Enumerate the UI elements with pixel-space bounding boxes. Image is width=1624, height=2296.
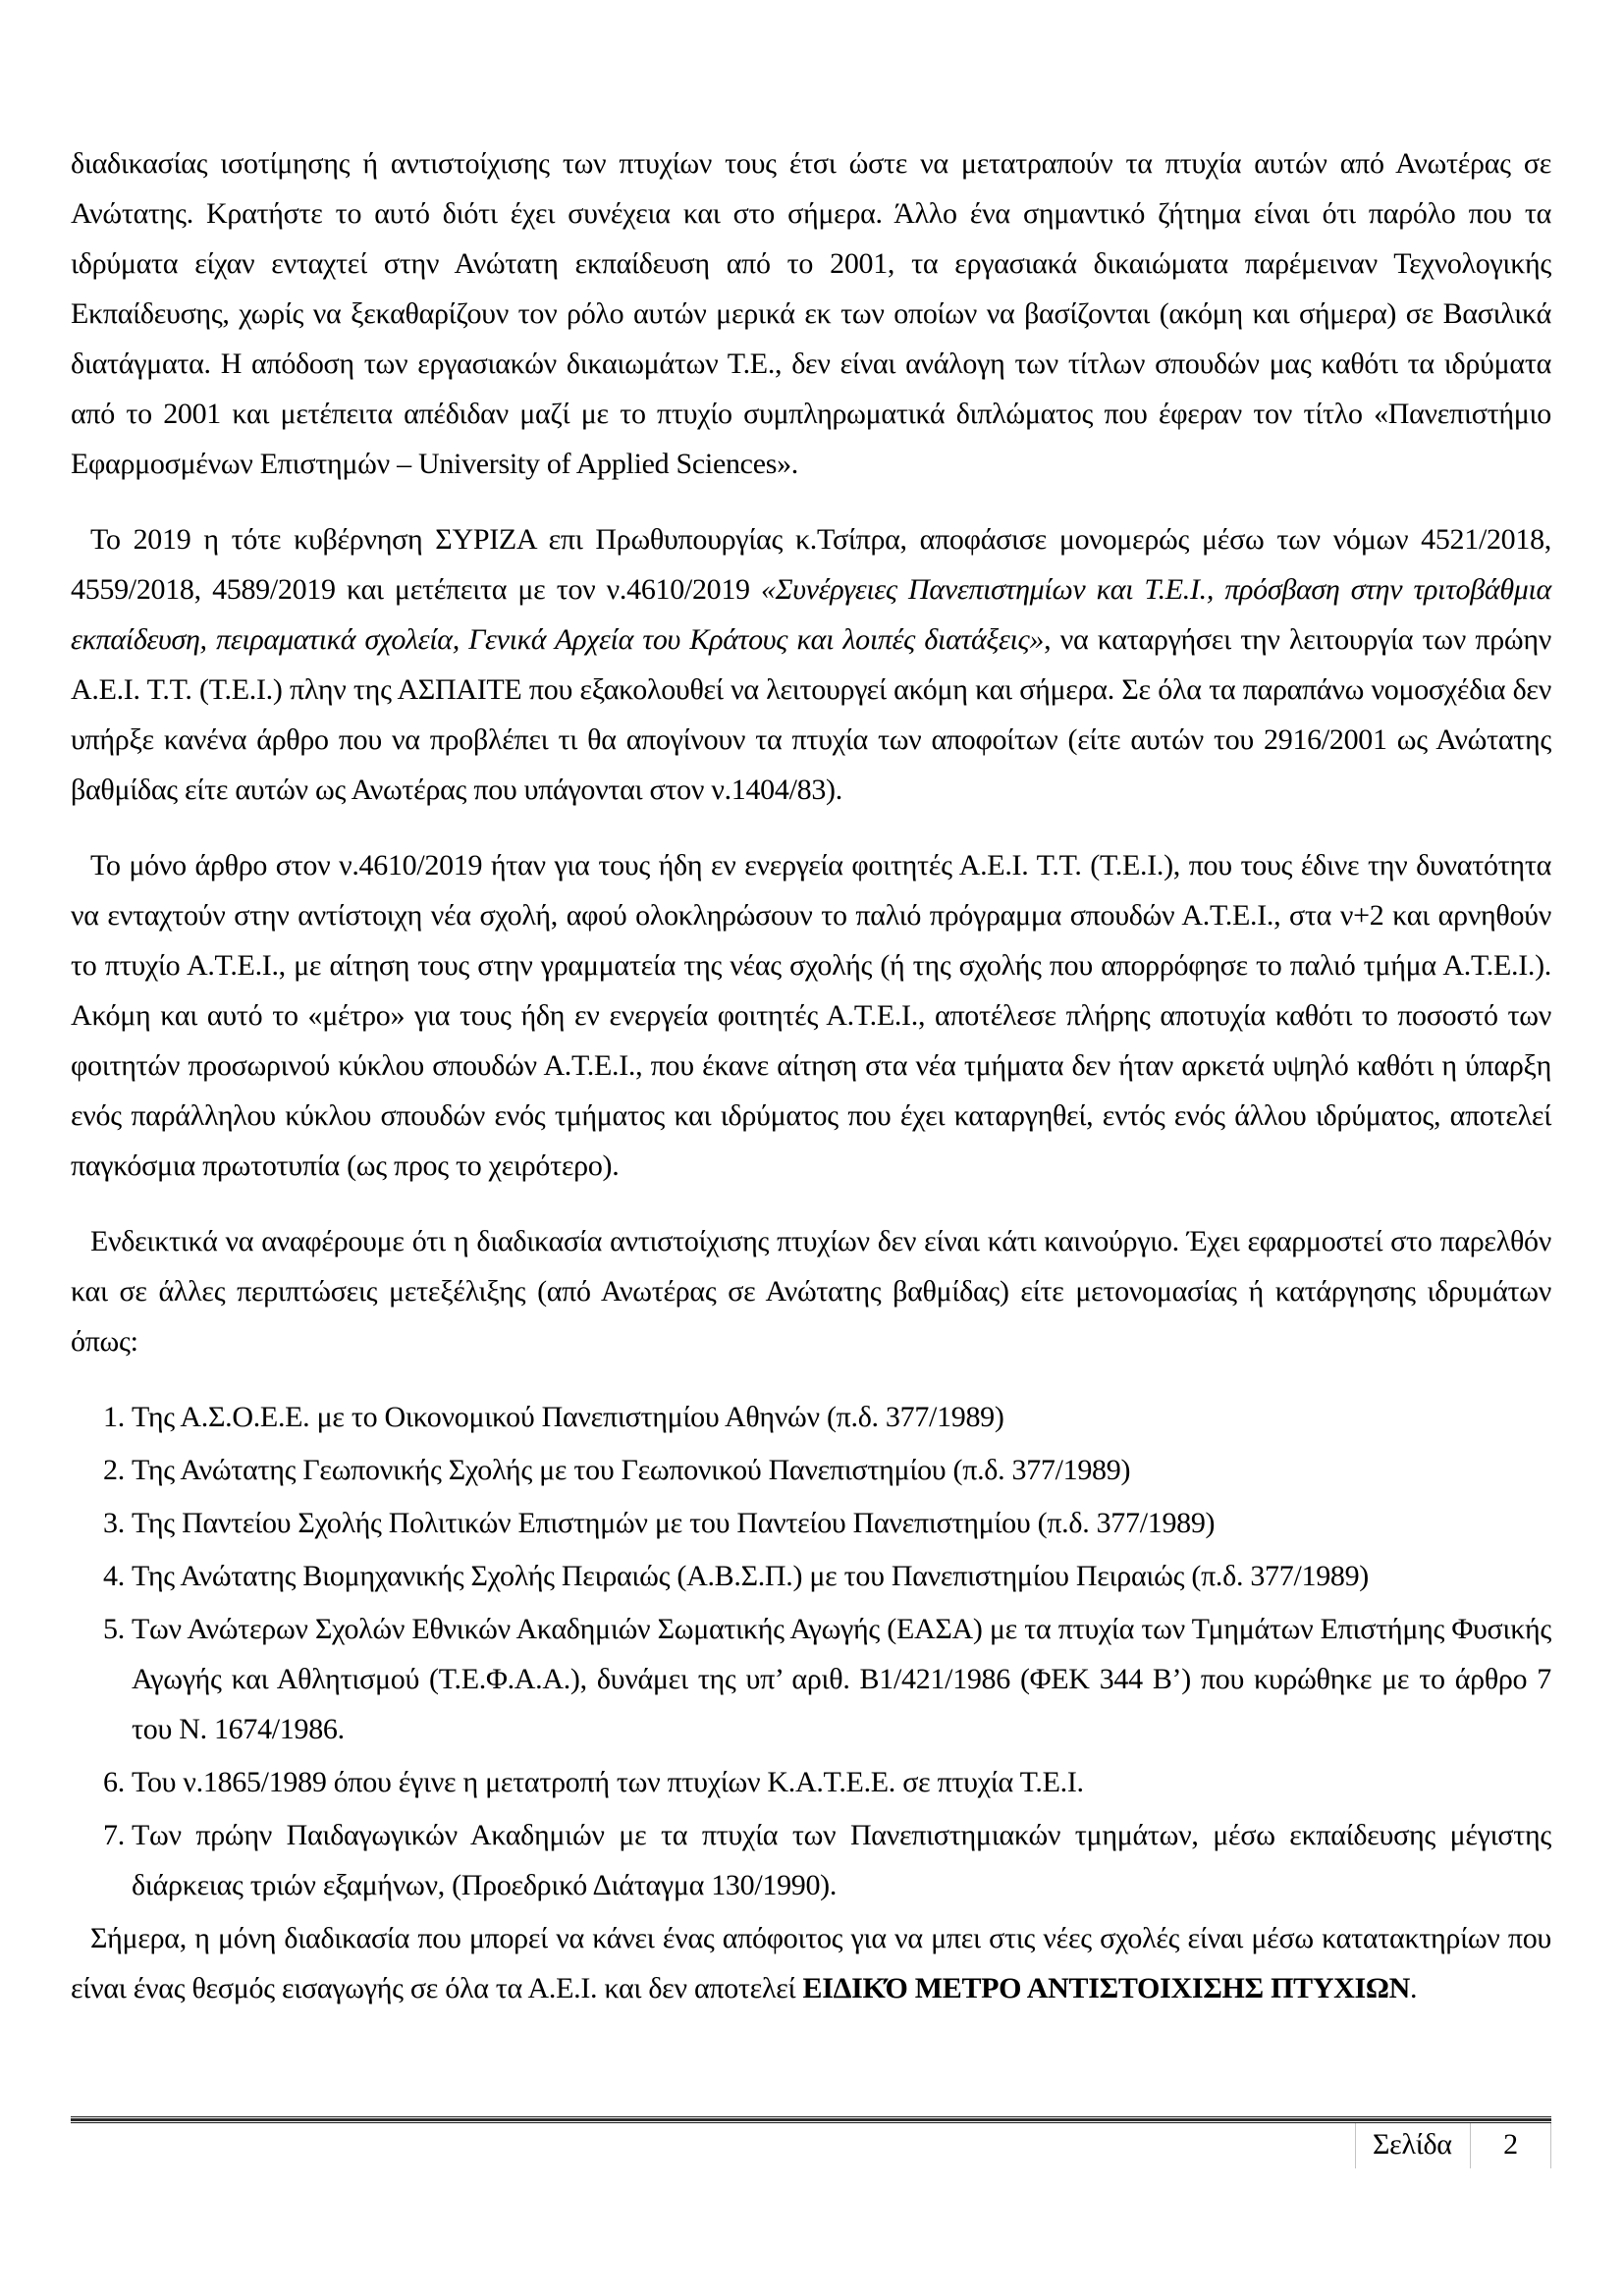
- list-item-number: 5.: [103, 1613, 125, 1645]
- list-item-7: [103, 1810, 1551, 1910]
- footer-page-number: 2: [1471, 2123, 1551, 2168]
- list-item-number: 3.: [103, 1507, 125, 1539]
- body-paragraph-5: [71, 1913, 1551, 2013]
- numbered-list: [71, 1392, 1551, 1910]
- list-item-number: 6.: [103, 1766, 125, 1798]
- list-item-text: Των πρώην Παιδαγωγικών Ακαδημιών με τα πτυχία των Πανεπιστημιακών τμημάτων, μέσω εκπαίδευσης μέγιστης διάρκειας τριών εξαμήνων, (Προεδρικό Διάταγμα 130/1990).: [132, 1819, 1551, 1901]
- list-item-number: 1.: [103, 1401, 125, 1433]
- list-item-text: Της Ανώτατης Βιομηχανικής Σχολής Πειραιώς (Α.Β.Σ.Π.) με του Πανεπιστημίου Πειραιώς (π.δ. 377/1989): [132, 1560, 1369, 1592]
- footer-page-label: Σελίδα: [1355, 2123, 1471, 2168]
- paragraph-2-text: Το 2019 η τότε κυβέρνηση ΣΥΡΙΖΑ επι Πρωθυπουργίας κ.Τσίπρα, αποφάσισε μονομερώς μέσω των νόμων 4521/2018, 4559/2018, 4589/2019 και μετέπειτα με τον ν.4610/2019: [71, 523, 1551, 606]
- paragraph-5-period: .: [1410, 1972, 1418, 2004]
- footer-row: [71, 2123, 1551, 2168]
- body-paragraph-2: [71, 514, 1551, 815]
- list-item-text: Των Ανώτερων Σχολών Εθνικών Ακαδημιών Σωματικής Αγωγής (ΕΑΣΑ) με τα πτυχία των Τμημάτων Επιστήμης Φυσικής Αγωγής και Αθλητισμού (Τ.Ε.Φ.Α.Α.), δυνάμει της υπ’ αριθ. Β1/421/1986 (ΦΕΚ 344 Β’) που κυρώθηκε με το άρθρο 7 του Ν. 1674/1986.: [132, 1613, 1551, 1745]
- list-item-4: [103, 1551, 1551, 1601]
- paragraph-2-text-continued: , να καταργήσει την λειτουργία των πρώην Α.Ε.Ι. Τ.Τ. (Τ.Ε.Ι.) πλην της ΑΣΠΑΙΤΕ που εξακολουθεί να λειτουργεί ακόμη και σήμερα. Σε όλα τα παραπάνω νομοσχέδια δεν υπήρξε κανένα άρθρο που να προβλέπει τι θα απογίνουν τα πτυχία των αποφοίτων (είτε αυτών του 2916/2001 ως Ανώτατης βαθμίδας είτε αυτών ως Ανωτέρας που υπάγονται στον ν.1404/83).: [71, 623, 1551, 806]
- paragraph-5-text: Σήμερα, η μόνη διαδικασία που μπορεί να κάνει ένας απόφοιτος για να μπει στις νέες σχολές είναι μέσω κατατακτηρίων που είναι ένας θεσμός εισαγωγής σε όλα τα Α.Ε.Ι. και δεν αποτελεί: [71, 1922, 1551, 2004]
- list-item-text: Της Α.Σ.Ο.Ε.Ε. με το Οικονομικού Πανεπιστημίου Αθηνών (π.δ. 377/1989): [132, 1401, 1004, 1433]
- body-paragraph-4: Ενδεικτικά να αναφέρουμε ότι η διαδικασία αντιστοίχισης πτυχίων δεν είναι κάτι καινούργιο. Έχει εφαρμοστεί στο παρελθόν και σε άλλες περιπτώσεις μετεξέλιξης (από Ανωτέρας σε Ανώτατης βαθμίδας) είτε μετονομασίας ή κατάργησης ιδρυμάτων όπως:: [71, 1225, 1551, 1358]
- list-item-2: [103, 1445, 1551, 1495]
- list-item-number: 7.: [103, 1819, 125, 1851]
- law-title-italic: «Συνέργειες Πανεπιστημίων και Τ.Ε.Ι., πρόσβαση στην τριτοβάθμια εκπαίδευση, πειραματικά σχολεία, Γενικά Αρχεία του Κράτους και λοιπές διατάξεις»: [71, 573, 1551, 656]
- list-item-text: Του ν.1865/1989 όπου έγινε η μετατροπή των πτυχίων Κ.Α.Τ.Ε.Ε. σε πτυχία Τ.Ε.Ι.: [132, 1766, 1084, 1798]
- list-item-6: [103, 1757, 1551, 1807]
- list-item-3: [103, 1498, 1551, 1548]
- list-item-5: [103, 1604, 1551, 1754]
- list-item-1: [103, 1392, 1551, 1442]
- list-item-text: Της Ανώτατης Γεωπονικής Σχολής με του Γεωπονικού Πανεπιστημίου (π.δ. 377/1989): [132, 1454, 1131, 1486]
- footer-rule: [71, 2116, 1551, 2123]
- list-item-number: 2.: [103, 1454, 125, 1486]
- body-paragraph-1: διαδικασίας ισοτίμησης ή αντιστοίχισης των πτυχίων τους έτσι ώστε να μετατραπούν τα πτυχία αυτών από Ανωτέρας σε Ανώτατης. Κρατήστε το αυτό διότι έχει συνέχεια και στο σήμερα. Άλλο ένα σημαντικό ζήτημα είναι ότι παρόλο που τα ιδρύματα είχαν ενταχτεί στην Ανώτατη εκπαίδευση από το 2001, τα εργασιακά δικαιώματα παρέμειναν Τεχνολογικής Εκπαίδευσης, χωρίς να ξεκαθαρίζουν τον ρόλο αυτών μερικά εκ των οποίων να βασίζονται (ακόμη και σήμερα) σε Βασιλικά διατάγματα. Η απόδοση των εργασιακών δικαιωμάτων Τ.Ε., δεν είναι ανάλογη των τίτλων σπουδών μας καθότι τα ιδρύματα από το 2001 και μετέπειτα απέδιδαν μαζί με το πτυχίο συμπληρωματικά διπλώματος που έφεραν τον τίτλο «Πανεπιστήμιο Εφαρμοσμένων Επιστημών – University of Applied Sciences».: [71, 147, 1551, 480]
- page-footer: [71, 2116, 1551, 2168]
- list-item-number: 4.: [103, 1560, 125, 1592]
- list-item-text: Της Παντείου Σχολής Πολιτικών Επιστημών με του Παντείου Πανεπιστημίου (π.δ. 377/1989): [132, 1507, 1216, 1539]
- emphasis-bold-text: ΕΙΔΙΚΌ ΜΕΤΡΟ ΑΝΤΙΣΤΟΙΧΙΣΗΣ ΠΤΥΧΙΩΝ: [802, 1972, 1411, 2004]
- body-paragraph-3: Το μόνο άρθρο στον ν.4610/2019 ήταν για τους ήδη εν ενεργεία φοιτητές Α.Ε.Ι. Τ.Τ. (Τ.Ε.Ι.), που τους έδινε την δυνατότητα να ενταχτούν στην αντίστοιχη νέα σχολή, αφού ολοκληρώσουν το παλιό πρόγραμμα σπουδών Α.Τ.Ε.Ι., στα ν+2 και αρνηθούν το πτυχίο Α.Τ.Ε.Ι., με αίτηση τους στην γραμματεία της νέας σχολής (ή της σχολής που απορρόφησε το παλιό τμήμα Α.Τ.Ε.Ι.). Ακόμη και αυτό το «μέτρο» για τους ήδη εν ενεργεία φοιτητές Α.Τ.Ε.Ι., αποτέλεσε πλήρης αποτυχία καθότι το ποσοστό των φοιτητών προσωρινού κύκλου σπουδών Α.Τ.Ε.Ι., που έκανε αίτηση στα νέα τμήματα δεν ήταν αρκετά υψηλό καθότι η ύπαρξη ενός παράλληλου κύκλου σπουδών ενός τμήματος και ιδρύματος που έχει καταργηθεί, εντός ενός άλλου ιδρύματος, αποτελεί παγκόσμια πρωτοτυπία (ως προς το χειρότερο).: [71, 849, 1551, 1182]
